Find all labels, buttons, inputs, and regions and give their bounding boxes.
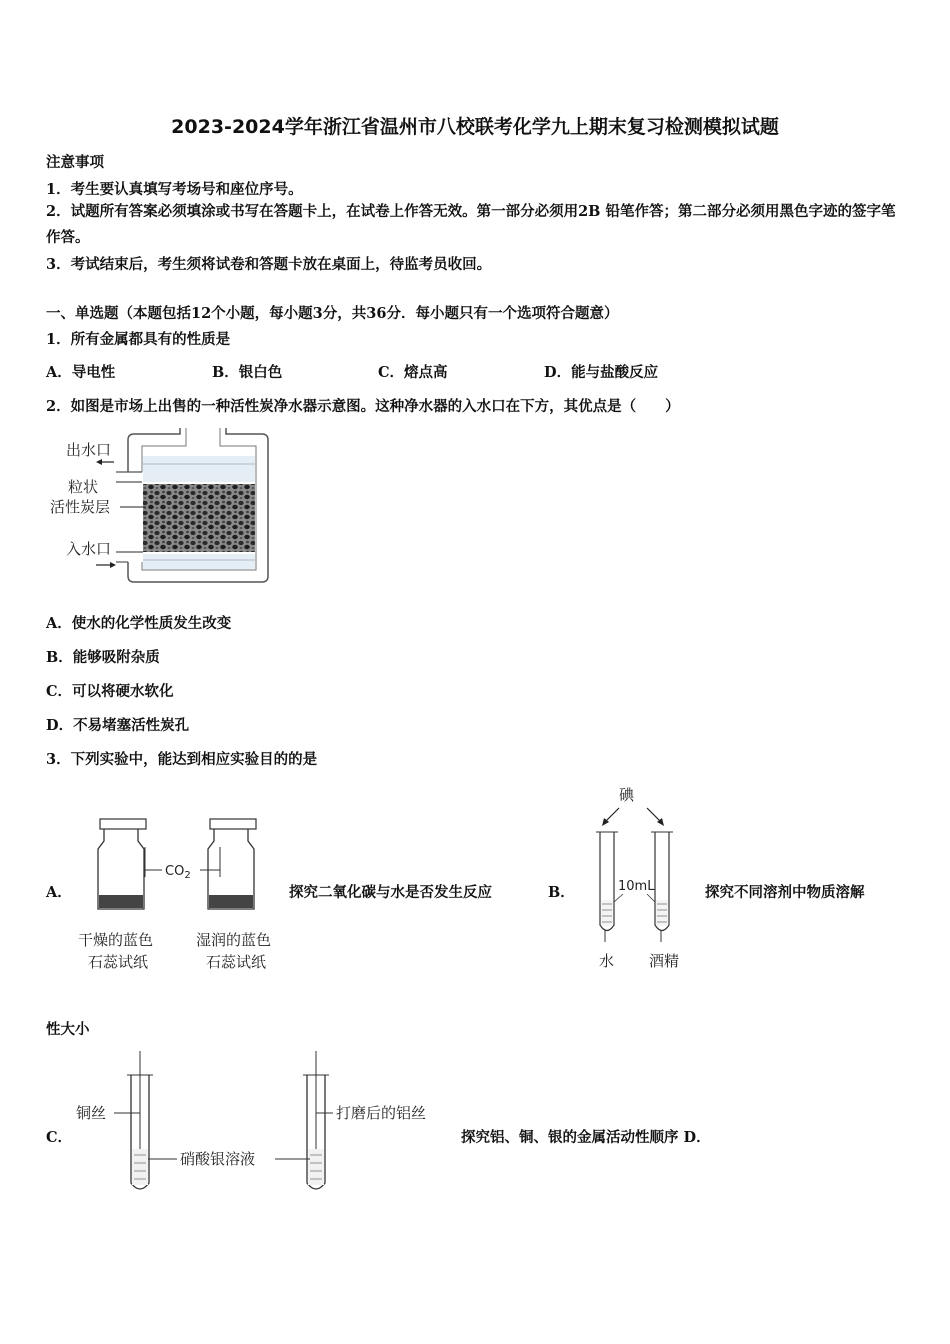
inlet-label: 入水口	[66, 540, 112, 558]
q1-option-b: B．银白色	[212, 364, 283, 381]
q3-a-description: 探究二氧化碳与水是否发生反应	[289, 884, 492, 901]
notice-heading: 注意事项	[46, 154, 104, 171]
wet-paper-label-1: 湿润的蓝色	[196, 931, 272, 949]
q1-option-c: C．熔点高	[378, 364, 448, 381]
outlet-label: 出水口	[66, 441, 112, 459]
carbon-label-line1: 粒状	[68, 478, 99, 496]
aluminum-wire-label: 打磨后的铝丝	[336, 1104, 427, 1122]
page-title: 2023-2024学年浙江省温州市八校联考化学九上期末复习检测模拟试题	[171, 116, 779, 138]
iodine-label: 碘	[619, 786, 635, 804]
water-purifier-figure	[46, 420, 286, 590]
q3-c-description: 探究铝、铜、银的金属活动性顺序 D．	[461, 1129, 711, 1146]
q1-stem: 1．所有金属都具有的性质是	[46, 331, 231, 348]
q3-b-description-cont: 性大小	[46, 1021, 90, 1038]
notice-item-1: 1．考生要认真填写考场号和座位序号。	[46, 181, 303, 198]
q3-option-c-letter: C．	[46, 1129, 73, 1146]
alcohol-label: 酒精	[649, 952, 680, 970]
q2-option-d: D．不易堵塞活性炭孔	[46, 717, 190, 734]
q3-option-a-letter: A．	[46, 884, 72, 901]
notice-item-2: 2．试题所有答案必须填涂或书写在答题卡上，在试卷上作答无效。第一部分必须用2B 铅笔作答；第二部分必须用黑色字迹的签字笔作答。	[46, 203, 896, 246]
activated-carbon-layer	[143, 484, 255, 552]
q2-option-a: A．使水的化学性质发生改变	[46, 615, 232, 632]
dry-litmus-paper	[99, 895, 143, 908]
q1-option-d: D．能与盐酸反应	[544, 364, 659, 381]
q3-option-b-letter: B．	[548, 884, 575, 901]
copper-wire-label: 铜丝	[76, 1104, 107, 1122]
q3-b-figure	[585, 780, 695, 975]
wet-paper-label-2: 石蕊试纸	[206, 953, 267, 971]
volume-label: 10mL	[618, 879, 655, 894]
silver-nitrate-label: 硝酸银溶液	[180, 1150, 256, 1168]
q2-option-b: B．能够吸附杂质	[46, 649, 160, 666]
dry-paper-label-1: 干燥的蓝色	[78, 931, 154, 949]
q3-a-figure	[70, 815, 290, 975]
q3-stem: 3．下列实验中，能达到相应实验目的的是	[46, 751, 318, 768]
q3-c-figure	[70, 1045, 460, 1200]
q1-option-a: A．导电性	[46, 364, 116, 381]
q2-stem: 2．如图是市场上出售的一种活性炭净水器示意图。这种净水器的入水口在下方，其优点是（ ）	[46, 398, 680, 415]
q3-b-description: 探究不同溶剂中物质溶解	[705, 884, 865, 901]
wet-litmus-paper	[209, 895, 253, 908]
section-heading: 一、单选题（本题包括12个小题，每小题3分，共36分．每小题只有一个选项符合题意）	[46, 305, 619, 322]
dry-paper-label-2: 石蕊试纸	[88, 953, 149, 971]
notice-item-3: 3．考试结束后，考生须将试卷和答题卡放在桌面上，待监考员收回。	[46, 256, 492, 273]
co2-label: $CO_2$	[165, 864, 191, 881]
carbon-label-line2: 活性炭层	[50, 498, 111, 516]
water-label: 水	[599, 952, 615, 970]
q2-option-c: C．可以将硬水软化	[46, 683, 174, 700]
